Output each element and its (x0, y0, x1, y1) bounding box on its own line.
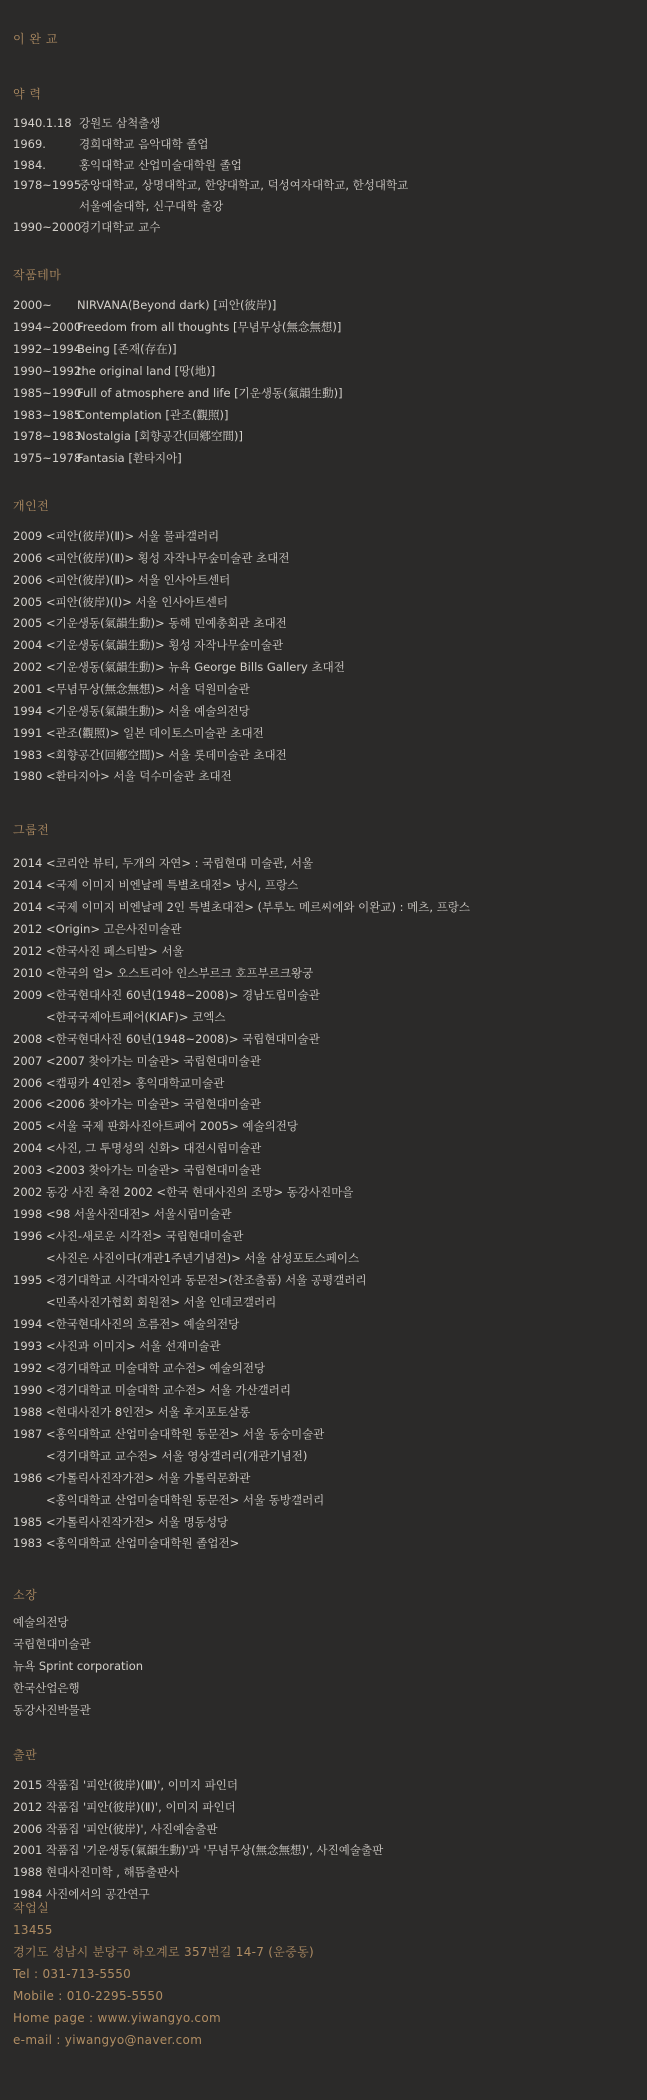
solo-year: 2005 (13, 616, 43, 631)
solo-row (13, 681, 250, 697)
group-year: 1990 (13, 1382, 43, 1397)
theme-period: 1994~2000 (13, 319, 82, 334)
career-year: 1984. (13, 157, 46, 172)
solo-year: 2009 (13, 529, 43, 543)
theme-text: NIRVANA(Beyond dark) [피안(彼岸)] (77, 298, 277, 312)
group-year: 1986 (13, 1470, 43, 1485)
group-row (13, 899, 470, 915)
collection-row (13, 1614, 69, 1630)
artist-name: 이 완 교 (13, 32, 58, 46)
solo-text: <회향공간(回鄕空間)> 서울 롯데미술관 초대전 (46, 747, 287, 762)
theme-period: 1992~1994 (13, 341, 82, 356)
publication-year: 2015 (13, 1778, 43, 1792)
collection-item: 뉴욕 Sprint corporation (13, 1659, 144, 1673)
group-year: 1993 (13, 1338, 43, 1353)
solo-year: 1983 (13, 747, 43, 762)
solo-year: 1991 (13, 725, 43, 740)
group-text: <홍익대학교 산업미술대학원 동문전> 서울 동숭미술관 (46, 1426, 325, 1441)
themes-row (13, 297, 276, 313)
collection-row (13, 1658, 143, 1674)
group-year: 2009 (13, 987, 43, 1002)
solo-row (13, 703, 250, 719)
publication-row (13, 1864, 179, 1880)
solo-year: 1980 (13, 769, 43, 784)
solo-text: <기운생동(氣韻生動)> 동해 민예총회관 초대전 (46, 616, 287, 631)
theme-text: Being [존재(存在)] (77, 341, 177, 356)
theme-period: 2000~ (13, 298, 52, 312)
collection-row (13, 1680, 80, 1696)
group-year: 2014 (13, 856, 43, 870)
group-year: 2014 (13, 877, 43, 892)
group-text: <2003 찾아가는 미술관> 국립현대미술관 (46, 1163, 262, 1178)
solo-row (13, 572, 230, 588)
solo-text: <피안(彼岸)(Ⅱ)> 횡성 자작나무숲미술관 초대전 (46, 550, 290, 565)
career-text: 서울예술대학, 신구대학 출강 (79, 199, 224, 214)
publication-text: 작품집 '기운생동(氣韻生動)'과 '무념무상(無念無想)', 사진예술출판 (46, 1843, 384, 1858)
group-year: 2002 (13, 1185, 43, 1200)
group-row (13, 943, 184, 959)
solo-text: <피안(彼岸)(Ⅰ)> 서울 인사아트센터 (46, 594, 229, 609)
solo-row (13, 768, 232, 784)
career-text: 강원도 삼척출생 (79, 116, 161, 130)
career-row (13, 115, 160, 131)
publication-text: 작품집 '피안(彼岸)', 사진예술출판 (46, 1821, 218, 1836)
solo-year: 2005 (13, 594, 43, 609)
solo-text: <기운생동(氣韻生動)> 뉴욕 George Bills Gallery 초대전 (46, 660, 345, 675)
publication-year: 2006 (13, 1821, 43, 1836)
group-year: 1996 (13, 1229, 43, 1244)
group-year: 2014 (13, 899, 43, 914)
collection-item: 동강사진박물관 (13, 1703, 91, 1717)
studio-address: 경기도 성남시 분당구 하오계로 357번길 14-7 (운중동) (13, 1945, 314, 1959)
publication-year: 1988 (13, 1865, 43, 1880)
group-row (13, 1272, 367, 1288)
group-text: <한국현대사진의 흐름전> 예술의전당 (46, 1316, 240, 1331)
group-row (13, 1184, 353, 1200)
collection-item: 한국산업은행 (13, 1681, 80, 1695)
group-row (13, 921, 181, 937)
group-year: 2006 (13, 1075, 43, 1090)
group-row (13, 1053, 261, 1069)
group-year: 2004 (13, 1141, 43, 1156)
publication-row (13, 1842, 383, 1858)
group-row (13, 1031, 320, 1047)
solo-row (13, 615, 287, 631)
collection-heading: 소장 (13, 1588, 38, 1602)
solo-text: <피안(彼岸)(Ⅱ)> 서울 물파갤러리 (46, 529, 220, 543)
studio-heading: 작업실 (13, 1901, 50, 1915)
theme-text: Fantasia [환타지아] (77, 451, 182, 466)
group-year: 2005 (13, 1119, 43, 1134)
group-row (13, 1162, 261, 1178)
group-year: 2003 (13, 1163, 43, 1178)
solo-year: 2001 (13, 681, 43, 696)
solo-year: 2006 (13, 572, 43, 587)
group-row (13, 1250, 359, 1266)
group-row (13, 1535, 239, 1551)
group-year: 2008 (13, 1031, 43, 1046)
themes-row (13, 450, 182, 466)
group-row (13, 1426, 324, 1442)
themes-row (13, 428, 243, 444)
publication-heading: 출판 (13, 1748, 38, 1762)
solo-row (13, 594, 228, 610)
group-text: <사진과 이미지> 서울 선재미술관 (46, 1338, 221, 1353)
group-text: <가톨릭사진작가전> 서울 명동성당 (46, 1514, 229, 1529)
group-row (13, 1140, 261, 1156)
career-row (13, 136, 209, 152)
solo-text: <환타지아> 서울 덕수미술관 초대전 (46, 769, 232, 784)
studio-homepage-link[interactable]: Home page : www.yiwangyo.com (13, 2011, 221, 2025)
themes-row (13, 407, 229, 423)
publication-year: 2001 (13, 1843, 43, 1858)
group-row (13, 877, 298, 893)
group-text: <한국국제아트페어(KIAF)> 코엑스 (46, 1009, 226, 1024)
group-text: <국제 이미지 비엔날레 2인 특별초대전> (부루노 메르씨에와 이완교) : 메츠, 프랑스 (46, 899, 471, 914)
career-row (13, 157, 242, 173)
solo-text: <관조(觀照)> 일본 데이토스미술관 초대전 (46, 725, 264, 740)
group-text: <현대사진가 8인전> 서울 후지포토살롱 (46, 1404, 251, 1419)
group-text: <국제 이미지 비엔날레 특별초대전> 낭시, 프랑스 (46, 877, 299, 892)
group-text: <캡핑카 4인전> 홍익대학교미술관 (46, 1075, 225, 1090)
group-year: 1983 (13, 1536, 43, 1551)
group-row (13, 987, 320, 1003)
career-text: 경희대학교 음악대학 졸업 (79, 136, 209, 151)
group-row (13, 1228, 243, 1244)
group-text: <경기대학교 미술대학 교수전> 서울 가산갤러리 (46, 1382, 291, 1397)
solo-text: <기운생동(氣韻生動)> 서울 예술의전당 (46, 703, 250, 718)
group-row (13, 1492, 324, 1508)
group-year: 2012 (13, 921, 43, 936)
group-year: 2006 (13, 1097, 43, 1112)
themes-row (13, 341, 177, 357)
theme-period: 1975~1978 (13, 451, 82, 466)
publication-text: 현대사진미학 , 해뜸출판사 (46, 1865, 180, 1880)
group-year: 1988 (13, 1404, 43, 1419)
studio-tel: Tel : 031-713-5550 (13, 1967, 132, 1981)
theme-text: Contemplation [관조(觀照)] (77, 407, 229, 422)
group-text: <한국사진 페스티발> 서울 (46, 943, 184, 958)
group-text: <한국현대사진 60년(1948~2008)> 경남도립미술관 (46, 987, 320, 1002)
theme-period: 1985~1990 (13, 385, 82, 400)
group-row (13, 1096, 261, 1112)
solo-row (13, 528, 219, 544)
solo-row (13, 747, 287, 763)
career-heading: 약 력 (13, 87, 42, 101)
group-text: <사진은 사진이다(개관1주년기념전)> 서울 삼성포토스페이스 (46, 1251, 360, 1266)
publication-year: 1984 (13, 1887, 43, 1901)
publication-row (13, 1821, 217, 1837)
group-year: 2007 (13, 1053, 43, 1068)
group-text: <경기대학교 교수전> 서울 영상갤러리(개관기념전) (46, 1448, 308, 1463)
theme-text: Freedom from all thoughts [무념무상(無念無想)] (77, 319, 342, 334)
collection-item: 국립현대미술관 (13, 1637, 91, 1651)
group-text: <사진, 그 투명성의 신화> 대전시립미술관 (46, 1141, 262, 1156)
solo-text: <기운생동(氣韻生動)> 횡성 자작나무숲미술관 (46, 638, 284, 653)
group-row (13, 1470, 250, 1486)
group-year: 1985 (13, 1514, 43, 1529)
group-row (13, 1338, 221, 1354)
solo-year: 2004 (13, 638, 43, 653)
group-text: <98 서울사진대전> 서울시립미술관 (46, 1207, 232, 1222)
group-text: <2006 찾아가는 미술관> 국립현대미술관 (46, 1097, 262, 1112)
group-row (13, 1382, 291, 1398)
group-text: <코리안 뷰티, 두개의 자연> : 국립현대 미술관, 서울 (46, 856, 314, 870)
group-row (13, 1075, 224, 1091)
solo-text: <무념무상(無念無想)> 서울 덕원미술관 (46, 681, 250, 696)
group-text: <경기대학교 미술대학 교수전> 예술의전당 (46, 1360, 266, 1375)
group-text: <Origin> 고은사진미술관 (46, 921, 182, 936)
career-year: 1978~1995 (13, 178, 82, 193)
solo-row (13, 550, 289, 566)
group-text: <2007 찾아가는 미술관> 국립현대미술관 (46, 1053, 262, 1068)
career-text: 경기대학교 교수 (79, 220, 161, 234)
group-text: <서울 국제 판화사진아트페어 2005> 예술의전당 (46, 1119, 299, 1134)
group-year: 1992 (13, 1360, 43, 1375)
group-year: 1998 (13, 1207, 43, 1222)
career-text: 홍익대학교 산업미술대학원 졸업 (79, 157, 242, 172)
group-year: 2010 (13, 965, 43, 980)
themes-row (13, 319, 341, 335)
group-year: 1994 (13, 1316, 43, 1331)
solo-row (13, 659, 345, 675)
career-row (13, 198, 223, 214)
group-row (13, 1514, 228, 1530)
group-row (13, 1316, 239, 1332)
group-row (13, 1206, 232, 1222)
solo-year: 2002 (13, 660, 43, 675)
solo-row (13, 637, 283, 653)
career-year: 1969. (13, 136, 46, 151)
group-text: <민족사진가협회 회원전> 서울 인데코갤러리 (46, 1295, 277, 1309)
themes-row (13, 385, 343, 401)
group-row (13, 1404, 250, 1420)
group-row (13, 1448, 307, 1464)
group-text: <한국의 얼> 오스트리아 인스부르크 호프부르크왕궁 (46, 965, 314, 980)
solo-year: 1994 (13, 703, 43, 718)
group-year: 1995 (13, 1273, 43, 1288)
career-text: 중앙대학교, 상명대학교, 한양대학교, 덕성여자대학교, 한성대학교 (79, 178, 409, 193)
publication-text: 작품집 '피안(彼岸)(Ⅱ)', 이미지 파인더 (46, 1799, 236, 1814)
group-year: 1987 (13, 1426, 43, 1441)
solo-heading: 개인전 (13, 499, 50, 513)
group-text: <홍익대학교 산업미술대학원 졸업전> (46, 1536, 240, 1551)
theme-period: 1983~1985 (13, 407, 82, 422)
theme-text: the original land [땅(地)] (77, 363, 216, 378)
studio-mobile[interactable]: Mobile : 010-2295-5550 (13, 1989, 164, 2003)
theme-text: Full of atmosphere and life [기운생동(氣韻生動)] (77, 385, 343, 400)
group-row (13, 1118, 298, 1134)
collection-item: 예술의전당 (13, 1615, 69, 1629)
publication-text: 사진에서의 공간연구 (46, 1887, 150, 1901)
group-text: <한국현대사진 60년(1948~2008)> 국립현대미술관 (46, 1031, 320, 1046)
group-heading: 그룹전 (13, 823, 50, 837)
solo-row (13, 725, 264, 741)
group-text: <사진-새로운 시각전> 국립현대미술관 (46, 1229, 244, 1244)
career-year: 1940.1.18 (13, 116, 72, 130)
collection-row (13, 1702, 91, 1718)
publication-text: 작품집 '피안(彼岸)(Ⅲ)', 이미지 파인더 (46, 1778, 239, 1792)
group-row (13, 1009, 226, 1025)
group-text: <경기대학교 시각대자인과 동문전>(찬조출품) 서울 공평갤러리 (46, 1273, 367, 1288)
themes-heading: 작품테마 (13, 268, 62, 282)
studio-postal-code: 13455 (13, 1923, 53, 1937)
group-row (13, 965, 313, 981)
studio-email-link[interactable]: e-mail : yiwangyo@naver.com (13, 2033, 203, 2047)
career-year: 1990~2000 (13, 220, 82, 234)
group-row (13, 1360, 265, 1376)
group-text: <홍익대학교 산업미술대학원 동문전> 서울 동방갤러리 (46, 1492, 325, 1507)
solo-year: 2006 (13, 550, 43, 565)
theme-text: Nostalgia [회향공간(回鄕空間)] (77, 429, 243, 444)
theme-period: 1990~1992 (13, 363, 82, 378)
themes-row (13, 363, 215, 379)
group-row (13, 855, 313, 871)
solo-text: <피안(彼岸)(Ⅱ)> 서울 인사아트센터 (46, 572, 231, 587)
group-text: <가톨릭사진작가전> 서울 가톨릭문화관 (46, 1470, 251, 1485)
group-text: 동강 사진 축전 2002 <한국 현대사진의 조망> 동강사진마을 (46, 1185, 354, 1200)
career-row (13, 219, 160, 235)
publication-year: 2012 (13, 1799, 43, 1814)
group-row (13, 1294, 276, 1310)
publication-row (13, 1777, 238, 1793)
collection-row (13, 1636, 91, 1652)
theme-period: 1978~1983 (13, 429, 82, 444)
career-row (13, 177, 408, 193)
publication-row (13, 1799, 236, 1815)
group-year: 2012 (13, 943, 43, 958)
